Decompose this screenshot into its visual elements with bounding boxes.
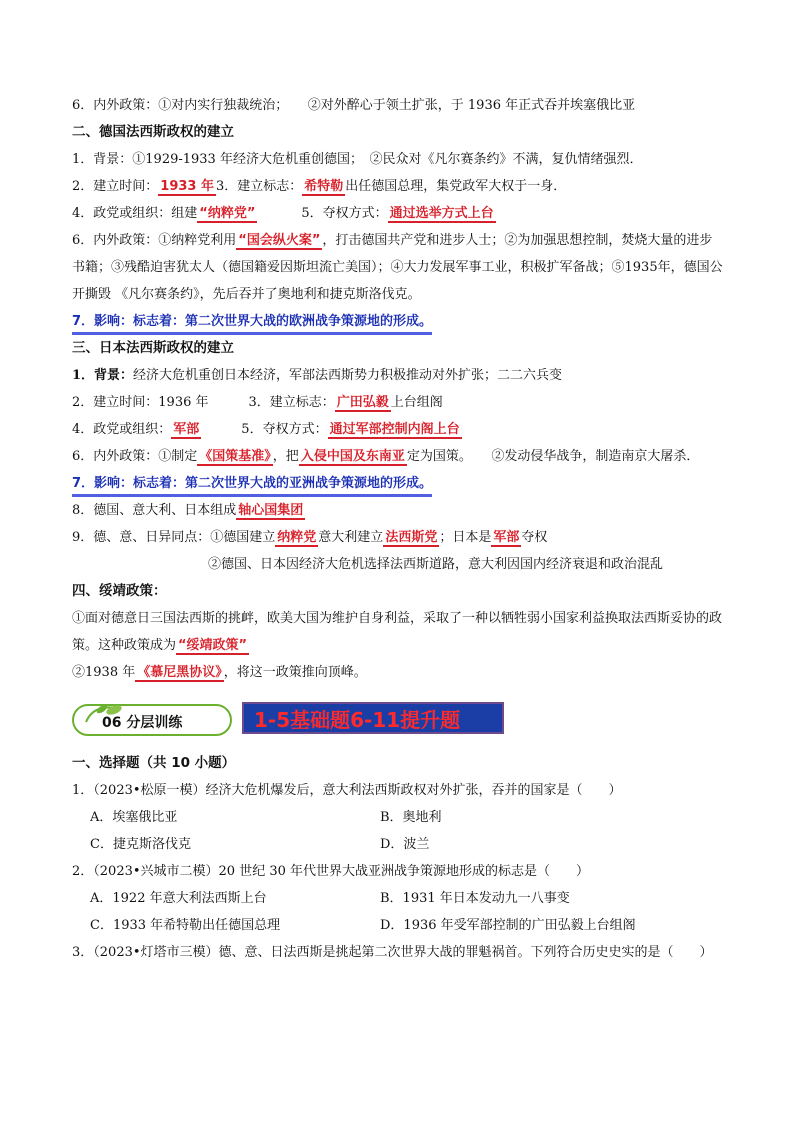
japan-org <box>72 416 724 443</box>
text: 6．内外政策：①纳粹党利用 <box>72 233 237 248</box>
section-banner <box>72 694 724 746</box>
text: ，打击德国共产党和进步人士；②为加强思想控制，焚烧大量的进步书籍；③残酷迫害犹太人（德国籍爱因斯坦流亡美国）；④大力发展军事工业，积极扩军备战；⑤1935年，德国公开撕毁 《凡尔赛条约》，先后吞并了奥地利和捷克斯洛伐克。 <box>72 233 723 302</box>
answer-election: 通过选举方式上台 <box>389 206 494 221</box>
germany-org <box>72 200 724 227</box>
text: ①面对德意日三国法西斯的挑衅，欧美大国为维护自身利益，采取了一种以牺牲弱小国家利益换取法西斯妥协的政策。这种政策成为 <box>72 611 723 653</box>
q2-options-row1 <box>72 885 724 912</box>
question-1: 1．（2023•松原一模）经济大危机爆发后，意大利法西斯政权对外扩张，吞并的国家是（ ） <box>72 783 622 798</box>
appeasement-p1 <box>72 605 724 659</box>
answer-axis: 轴心国集团 <box>238 503 304 518</box>
answer-nazi-party: “纳粹党” <box>199 206 256 221</box>
text: 2．建立时间：1936 年 <box>72 395 209 410</box>
q1-option-b[interactable]: B．奥地利 <box>380 810 442 825</box>
section-pill <box>72 704 232 736</box>
q1-option-c[interactable]: C．捷克斯洛伐克 <box>90 837 191 852</box>
axis-powers <box>72 497 724 524</box>
germany-policy <box>72 227 724 308</box>
answer-cabinet-control: 通过军部控制内阁上台 <box>329 422 460 437</box>
answer-military: 军部 <box>173 422 200 437</box>
question-2: 2．（2023•兴城市二模）20 世纪 30 年代世界大战亚洲战争策源地形成的标志是（ ） <box>72 864 590 879</box>
similarities-2: ②德国、日本因经济大危机选择法西斯道路，意大利因国内经济衰退和政治混乱 <box>208 557 664 572</box>
text: 夺权 <box>521 530 548 545</box>
q1-options-row2 <box>72 831 724 858</box>
text: 8．德国、意大利、日本组成 <box>72 503 237 518</box>
q2-option-a[interactable]: A．1922 年意大利法西斯上台 <box>90 891 267 906</box>
text: 出任德国总理，集党政军大权于一身． <box>345 179 567 194</box>
label: 2．建立时间： <box>72 179 159 194</box>
label: 3．建立标志： <box>216 179 303 194</box>
appeasement-p2 <box>72 659 724 686</box>
section-tag: 1-5基础题6-11提升题 <box>242 702 504 734</box>
answer-nazi: 纳粹党 <box>277 530 317 545</box>
q2-options-row2 <box>72 912 724 939</box>
exercise-section: 一、选择题（共 10 小题） <box>72 755 236 771</box>
q1-option-d[interactable]: D．波兰 <box>380 837 430 852</box>
answer-munich: 《慕尼黑协议》 <box>137 665 222 680</box>
label: 4．政党或组织：组建 <box>72 206 198 221</box>
document-page <box>72 92 724 966</box>
answer-reichstag-fire: “国会纵火案” <box>238 233 321 248</box>
text: 6．内外政策：①制定 <box>72 449 198 464</box>
q2-option-d[interactable]: D．1936 年受军部控制的广田弘毅上台组阁 <box>380 918 636 933</box>
question-3: 3．（2023•灯塔市三模）德、意、日法西斯是挑起第二次世界大战的罪魁祸首。下列符合历史史实的是（ ） <box>72 945 713 960</box>
answer-invasion: 入侵中国及东南亚 <box>300 449 405 464</box>
text: 定为国策。 ②发动侵华战争，制造南京大屠杀． <box>406 449 700 464</box>
germany-impact: 7．影响：标志着：第二次世界大战的欧洲战争策源地的形成。 <box>72 312 432 335</box>
text: ；日本是 <box>439 530 492 545</box>
japan-background <box>72 362 724 389</box>
japan-heading: 三、日本法西斯政权的建立 <box>72 340 234 356</box>
germany-time-sign <box>72 173 724 200</box>
label: 4．政党或组织： <box>72 422 172 437</box>
answer-military-2: 军部 <box>493 530 520 545</box>
answer-hitler: 希特勒 <box>304 179 344 194</box>
text: ，将这一政策推向顶峰。 <box>223 665 367 680</box>
text: 9．德、意、日异同点：①德国建立 <box>72 530 276 545</box>
label: 1．背景： <box>72 368 134 383</box>
germany-heading: 二、德国法西斯政权的建立 <box>72 124 234 140</box>
text: 意大利建立 <box>318 530 384 545</box>
answer-appeasement: “绥靖政策” <box>178 638 248 653</box>
answer-fascist-party: 法西斯党 <box>385 530 438 545</box>
text: ，把 <box>272 449 299 464</box>
answer-1933: 1933 年 <box>160 179 214 194</box>
label: 3．建立标志： <box>248 395 335 410</box>
answer-national-policy: 《国策基准》 <box>199 449 271 464</box>
q2-option-c[interactable]: C．1933 年希特勒出任德国总理 <box>90 918 281 933</box>
answer-hirota: 广田弘毅 <box>336 395 389 410</box>
q1-option-a[interactable]: A．埃塞俄比亚 <box>90 810 178 825</box>
label: 5．夺权方式： <box>301 206 388 221</box>
appeasement-heading: 四、绥靖政策： <box>72 583 167 599</box>
q2-option-b[interactable]: B．1931 年日本发动九一八事变 <box>380 891 570 906</box>
text: ②1938 年 <box>72 665 136 680</box>
section-pill-label: 06 分层训练 <box>102 715 183 731</box>
q1-options-row1 <box>72 804 724 831</box>
text: 经济大危机重创日本经济，军部法西斯势力积极推动对外扩张；二二六兵变 <box>133 368 563 383</box>
japan-time-sign <box>72 389 724 416</box>
similarities <box>72 524 724 551</box>
text: 上台组阁 <box>390 395 443 410</box>
italy-policy: 6．内外政策：①对内实行独裁统治； ②对外醉心于领土扩张，于 1936 年正式吞并埃塞俄比亚 <box>72 98 636 113</box>
germany-background: 1．背景：①1929-1933 年经济大危机重创德国； ②民众对《凡尔赛条约》不满，复仇情绪强烈． <box>72 152 643 167</box>
label: 5．夺权方式： <box>241 422 328 437</box>
japan-impact: 7．影响：标志着：第二次世界大战的亚洲战争策源地的形成。 <box>72 474 432 497</box>
japan-policy <box>72 443 724 470</box>
